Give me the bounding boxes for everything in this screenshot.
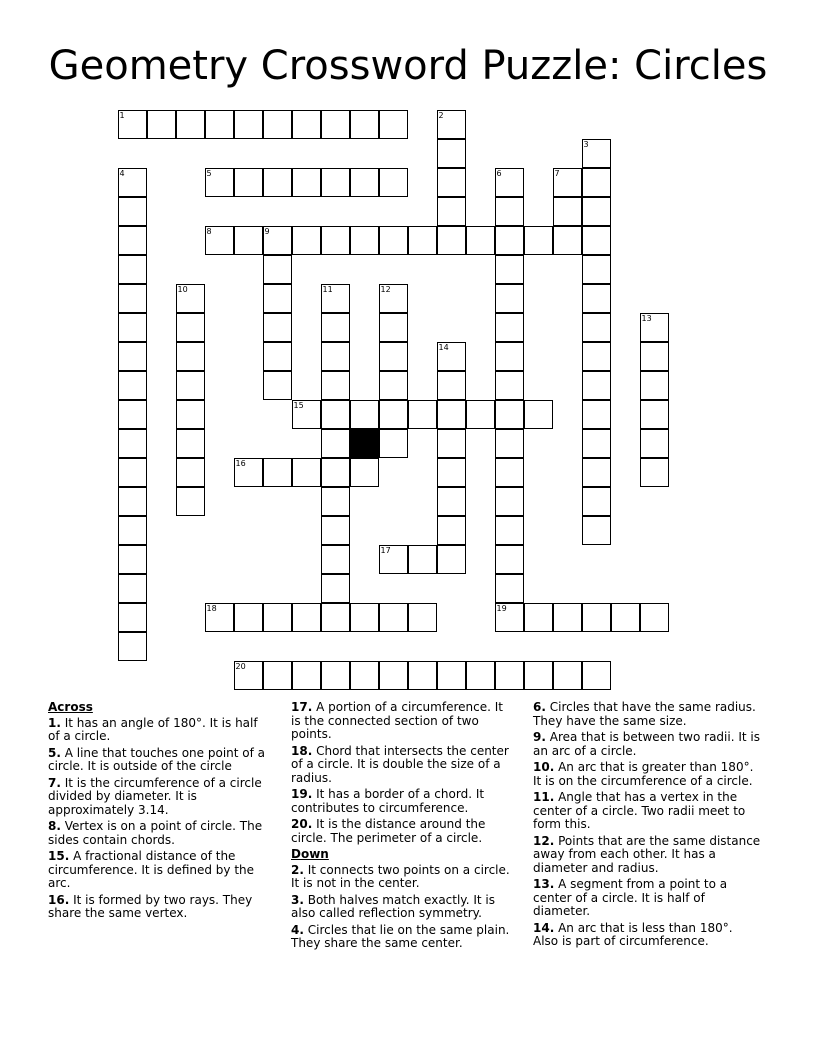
grid-cell[interactable]: [263, 226, 292, 255]
grid-cell[interactable]: [582, 661, 611, 690]
grid-cell[interactable]: [553, 603, 582, 632]
grid-cell[interactable]: [582, 255, 611, 284]
grid-cell[interactable]: [350, 168, 379, 197]
clue: [48, 777, 272, 818]
grid-cell[interactable]: [176, 371, 205, 400]
clue: [291, 924, 515, 951]
grid-cell[interactable]: [292, 168, 321, 197]
grid-cell[interactable]: [379, 110, 408, 139]
grid-cell[interactable]: [321, 168, 350, 197]
grid-cell[interactable]: [437, 371, 466, 400]
grid-cell[interactable]: [640, 429, 669, 458]
grid-cell[interactable]: [495, 197, 524, 226]
clue-number: 18: [206, 604, 217, 613]
clue-text: A fractional distance of the circumference. It is defined by the arc.: [48, 849, 255, 890]
clue: [291, 864, 515, 891]
grid-cell[interactable]: [321, 284, 350, 313]
clue-text: It has a border of a chord. It contributes to circumference.: [291, 787, 485, 815]
grid-cell[interactable]: [640, 342, 669, 371]
clue: [533, 878, 761, 919]
clue-number: 10: [177, 285, 188, 294]
clue: [291, 745, 515, 786]
grid-cell[interactable]: [176, 110, 205, 139]
grid-cell[interactable]: [640, 313, 669, 342]
clue-section-heading: Across: [48, 700, 93, 714]
grid-cell[interactable]: [176, 487, 205, 516]
grid-cell[interactable]: [176, 342, 205, 371]
clue-number-label: 13.: [533, 877, 555, 891]
clue: [48, 820, 272, 847]
clue-column-2: [291, 701, 515, 954]
clue-number-label: 17.: [291, 700, 313, 714]
clue: [48, 717, 272, 744]
clue-number: 19: [496, 604, 507, 613]
grid-cell[interactable]: [234, 226, 263, 255]
clue-number: 4: [119, 169, 125, 178]
grid-cell[interactable]: [118, 545, 147, 574]
grid-cell[interactable]: [495, 574, 524, 603]
clue: [291, 701, 515, 742]
grid-cell[interactable]: [437, 516, 466, 545]
clue: [533, 731, 761, 758]
clue-text: Chord that intersects the center of a circle. It is double the size of a radius.: [291, 743, 509, 785]
grid-cell[interactable]: [582, 197, 611, 226]
grid-cell[interactable]: [379, 342, 408, 371]
grid-cell[interactable]: [176, 313, 205, 342]
grid-cell[interactable]: [379, 429, 408, 458]
grid-cell[interactable]: [582, 429, 611, 458]
grid-cell[interactable]: [321, 661, 350, 690]
grid-cell[interactable]: [437, 661, 466, 690]
grid-cell[interactable]: [321, 400, 350, 429]
clue-number-label: 19.: [291, 787, 313, 801]
grid-cell[interactable]: [495, 168, 524, 197]
clue-number: 2: [438, 111, 444, 120]
clue-number: 1: [119, 111, 125, 120]
grid-cell[interactable]: [263, 110, 292, 139]
clue-number-label: 3.: [291, 892, 304, 907]
clue-number: 12: [380, 285, 391, 294]
grid-cell[interactable]: [379, 284, 408, 313]
grid-cell[interactable]: [234, 603, 263, 632]
clue-number: 5: [206, 169, 212, 178]
grid-cell[interactable]: [263, 342, 292, 371]
clue: [291, 818, 515, 845]
clue-number-label: 16.: [48, 892, 70, 907]
grid-cell[interactable]: [292, 603, 321, 632]
clue: [291, 788, 515, 815]
grid-cell[interactable]: [553, 661, 582, 690]
grid-cell[interactable]: [321, 313, 350, 342]
clue-text: Vertex is on a point of circle. The sides contain chords.: [48, 819, 263, 847]
grid-cell[interactable]: [118, 371, 147, 400]
grid-cell[interactable]: [437, 168, 466, 197]
grid-cell[interactable]: [582, 139, 611, 168]
grid-cell[interactable]: [379, 371, 408, 400]
clue-number-label: 1.: [48, 715, 61, 730]
grid-cell[interactable]: [582, 226, 611, 255]
grid-cell[interactable]: [524, 400, 553, 429]
grid-cell[interactable]: [118, 603, 147, 632]
clue-number: 17: [380, 546, 391, 555]
grid-cell[interactable]: [582, 371, 611, 400]
clue-number-label: 18.: [291, 743, 313, 758]
grid-cell[interactable]: [263, 603, 292, 632]
grid-cell[interactable]: [176, 429, 205, 458]
grid-cell[interactable]: [118, 632, 147, 661]
clue-number: 15: [293, 401, 304, 410]
clue-number: 3: [583, 140, 589, 149]
grid-cell[interactable]: [234, 661, 263, 690]
grid-cell[interactable]: [437, 458, 466, 487]
grid-cell[interactable]: [582, 487, 611, 516]
grid-cell[interactable]: [350, 110, 379, 139]
clue: [533, 922, 761, 949]
clue-number: 16: [235, 459, 246, 468]
clue-number-label: 8.: [48, 819, 61, 833]
clue-section-heading: Down: [291, 847, 329, 861]
grid-cell[interactable]: [263, 661, 292, 690]
grid-cell[interactable]: [495, 371, 524, 400]
grid-cell[interactable]: [524, 661, 553, 690]
grid-cell[interactable]: [292, 400, 321, 429]
grid-cell[interactable]: [321, 110, 350, 139]
clue-number-label: 6.: [533, 700, 546, 714]
clue-number-label: 4.: [291, 922, 304, 937]
grid-cell[interactable]: [553, 168, 582, 197]
grid-cell[interactable]: [379, 400, 408, 429]
grid-cell[interactable]: [437, 110, 466, 139]
grid-cell[interactable]: [466, 226, 495, 255]
clue-number: 9: [264, 227, 270, 236]
grid-cell[interactable]: [495, 661, 524, 690]
grid-cell[interactable]: [350, 400, 379, 429]
grid-cell[interactable]: [495, 400, 524, 429]
grid-cell[interactable]: [205, 110, 234, 139]
grid-cell[interactable]: [408, 661, 437, 690]
grid-cell[interactable]: [118, 458, 147, 487]
grid-cell[interactable]: [205, 168, 234, 197]
grid-cell[interactable]: [321, 574, 350, 603]
grid-cell[interactable]: [263, 371, 292, 400]
clue-text: It connects two points on a circle. It is not in the center.: [291, 862, 510, 890]
clue-number: 8: [206, 227, 212, 236]
grid-cell[interactable]: [147, 110, 176, 139]
grid-cell[interactable]: [582, 342, 611, 371]
grid-cell[interactable]: [466, 400, 495, 429]
grid-cell[interactable]: [118, 197, 147, 226]
grid-cell[interactable]: [118, 487, 147, 516]
grid-cell[interactable]: [524, 226, 553, 255]
grid-cell[interactable]: [640, 400, 669, 429]
grid-cell[interactable]: [350, 458, 379, 487]
clue-text: Area that is between two radii. It is an arc of a circle.: [533, 730, 760, 758]
grid-cell[interactable]: [234, 110, 263, 139]
clue-number-label: 14.: [533, 920, 555, 935]
clue-text: Angle that has a vertex in the center of a circle. Two radii meet to form this.: [533, 790, 746, 831]
grid-cell[interactable]: [321, 371, 350, 400]
clue: [48, 850, 272, 891]
clue-number: 11: [322, 285, 333, 294]
grid-cell[interactable]: [379, 168, 408, 197]
grid-cell[interactable]: [234, 458, 263, 487]
grid-cell[interactable]: [292, 661, 321, 690]
grid-cell[interactable]: [582, 284, 611, 313]
grid-cell[interactable]: [176, 284, 205, 313]
grid-cell[interactable]: [350, 661, 379, 690]
grid-cell[interactable]: [495, 458, 524, 487]
grid-cell[interactable]: [379, 313, 408, 342]
grid-cell[interactable]: [118, 168, 147, 197]
grid-cell[interactable]: [118, 400, 147, 429]
grid-cell[interactable]: [321, 603, 350, 632]
grid-cell[interactable]: [292, 226, 321, 255]
grid-cell[interactable]: [176, 458, 205, 487]
grid-cell[interactable]: [118, 284, 147, 313]
grid-cell[interactable]: [263, 168, 292, 197]
grid-cell[interactable]: [263, 458, 292, 487]
clue-text: An arc that is greater than 180°. It is on the circumference of a circle.: [533, 760, 754, 788]
clue-number: 13: [641, 314, 652, 323]
grid-cell[interactable]: [205, 226, 234, 255]
grid-cell[interactable]: [582, 168, 611, 197]
grid-cell[interactable]: [437, 226, 466, 255]
clue-text: A portion of a circumference. It is the connected section of two points.: [291, 700, 503, 741]
grid-cell[interactable]: [582, 603, 611, 632]
grid-cell[interactable]: [611, 603, 640, 632]
clue-text: It is the distance around the circle. The perimeter of a circle.: [291, 817, 486, 845]
clue: [533, 701, 761, 728]
clue: [291, 894, 515, 921]
grid-cell[interactable]: [495, 284, 524, 313]
clue-number-label: 10.: [533, 760, 555, 774]
clue-text: A segment from a point to a center of a circle. It is half of diameter.: [533, 877, 728, 918]
grid-cell[interactable]: [495, 313, 524, 342]
grid-cell[interactable]: [408, 603, 437, 632]
clue-number: 6: [496, 169, 502, 178]
grid-cell[interactable]: [553, 197, 582, 226]
clue-number-label: 2.: [291, 862, 304, 877]
clue: [48, 747, 272, 774]
grid-cell[interactable]: [118, 226, 147, 255]
grid-cell[interactable]: [640, 603, 669, 632]
grid-cell[interactable]: [321, 516, 350, 545]
clue-text: Points that are the same distance away from each other. It has a diameter and radius.: [533, 833, 761, 875]
grid-cell[interactable]: [408, 400, 437, 429]
clue-column-1: [48, 701, 272, 924]
clue-number-label: 5.: [48, 745, 61, 760]
grid-cell[interactable]: [408, 545, 437, 574]
clue-number: 7: [554, 169, 560, 178]
grid-cell[interactable]: [640, 371, 669, 400]
grid-cell[interactable]: [408, 226, 437, 255]
grid-cell[interactable]: [582, 400, 611, 429]
grid-cell[interactable]: [379, 661, 408, 690]
clue: [48, 894, 272, 921]
clue-number-label: 12.: [533, 833, 555, 848]
clue-number-label: 15.: [48, 849, 70, 863]
grid-cell[interactable]: [437, 342, 466, 371]
grid-cell[interactable]: [205, 603, 234, 632]
grid-cell[interactable]: [495, 487, 524, 516]
grid-cell[interactable]: [437, 197, 466, 226]
grid-cell[interactable]: [321, 226, 350, 255]
clue-text: A line that touches one point of a circle. It is outside of the circle: [48, 745, 266, 773]
grid-cell[interactable]: [437, 139, 466, 168]
grid-cell[interactable]: [292, 110, 321, 139]
clue-number: 14: [438, 343, 449, 352]
clue: [533, 791, 761, 832]
grid-cell[interactable]: [118, 110, 147, 139]
grid-cell[interactable]: [263, 284, 292, 313]
grid-cell[interactable]: [437, 545, 466, 574]
clue-text: Circles that have the same radius. They have the same size.: [533, 700, 756, 728]
grid-cell[interactable]: [495, 342, 524, 371]
grid-cell[interactable]: [495, 429, 524, 458]
grid-cell[interactable]: [437, 487, 466, 516]
clue-text: Circles that lie on the same plain. They share the same center.: [291, 922, 510, 950]
clue-column-3: [533, 701, 761, 952]
grid-cell[interactable]: [176, 400, 205, 429]
grid-block: [350, 429, 379, 458]
grid-cell[interactable]: [321, 458, 350, 487]
clue-number-label: 9.: [533, 730, 546, 744]
grid-cell[interactable]: [495, 255, 524, 284]
grid-cell[interactable]: [495, 226, 524, 255]
clue: [533, 761, 761, 788]
clue-text: It is formed by two rays. They share the same vertex.: [48, 892, 253, 920]
grid-cell[interactable]: [321, 545, 350, 574]
grid-cell[interactable]: [350, 603, 379, 632]
grid-cell[interactable]: [437, 400, 466, 429]
clue-number-label: 11.: [533, 790, 555, 804]
grid-cell[interactable]: [118, 429, 147, 458]
grid-cell[interactable]: [379, 226, 408, 255]
grid-cell[interactable]: [437, 429, 466, 458]
clue: [533, 835, 761, 876]
grid-cell[interactable]: [553, 226, 582, 255]
grid-cell[interactable]: [582, 313, 611, 342]
grid-cell[interactable]: [524, 603, 553, 632]
grid-cell[interactable]: [350, 226, 379, 255]
grid-cell[interactable]: [640, 458, 669, 487]
grid-cell[interactable]: [495, 516, 524, 545]
page-title: Geometry Crossword Puzzle: Circles: [48, 43, 768, 89]
clue-text: It is the circumference of a circle divided by diameter. It is approximately 3.14.: [48, 775, 262, 817]
grid-cell[interactable]: [582, 458, 611, 487]
grid-cell[interactable]: [118, 342, 147, 371]
grid-cell[interactable]: [118, 313, 147, 342]
grid-cell[interactable]: [321, 342, 350, 371]
grid-cell[interactable]: [234, 168, 263, 197]
clue-number-label: 20.: [291, 817, 313, 831]
grid-cell[interactable]: [379, 545, 408, 574]
grid-cell[interactable]: [263, 313, 292, 342]
grid-cell[interactable]: [118, 516, 147, 545]
grid-cell[interactable]: [321, 487, 350, 516]
grid-cell[interactable]: [263, 255, 292, 284]
grid-cell[interactable]: [321, 429, 350, 458]
grid-cell[interactable]: [379, 603, 408, 632]
clue-text: It has an angle of 180°. It is half of a circle.: [48, 715, 258, 743]
clue-text: An arc that is less than 180°. Also is part of circumference.: [533, 920, 733, 948]
grid-cell[interactable]: [118, 255, 147, 284]
clue-number-label: 7.: [48, 775, 61, 790]
grid-cell[interactable]: [495, 603, 524, 632]
grid-cell[interactable]: [292, 458, 321, 487]
clue-number: 20: [235, 662, 246, 671]
clue-text: Both halves match exactly. It is also called reflection symmetry.: [291, 892, 495, 920]
grid-cell[interactable]: [118, 574, 147, 603]
grid-cell[interactable]: [582, 516, 611, 545]
grid-cell[interactable]: [466, 661, 495, 690]
grid-cell[interactable]: [495, 545, 524, 574]
